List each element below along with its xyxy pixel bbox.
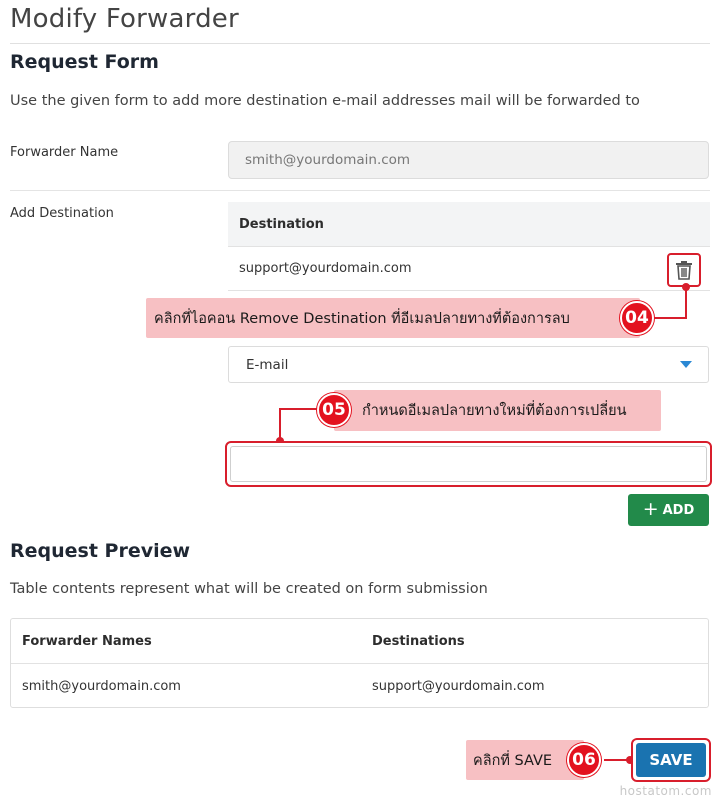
destination-type-value: E-mail	[246, 356, 289, 373]
callout-06-text: คลิกที่ SAVE	[473, 752, 553, 769]
forwarder-name-label: Forwarder Name	[10, 145, 119, 160]
callout-05	[334, 390, 661, 431]
preview-table	[10, 618, 709, 708]
callout-05-text: กำหนดอีเมลปลายทางใหม่ที่ต้องการเปลี่ยน	[362, 403, 627, 419]
request-form-title: Request Form	[10, 51, 159, 73]
request-preview-description: Table contents represent what will be created on form submission	[10, 581, 488, 597]
preview-table-header	[11, 619, 708, 664]
step-05-badge: 05	[317, 393, 351, 427]
add-destination-label: Add Destination	[10, 206, 114, 221]
cell-destination: support@yourdomain.com	[372, 678, 545, 694]
destination-row	[228, 247, 710, 291]
column-header-destinations: Destinations	[372, 633, 465, 649]
remove-destination-button[interactable]	[667, 253, 701, 287]
watermark: hostatom.com	[619, 784, 712, 798]
cell-forwarder-name: smith@yourdomain.com	[22, 678, 181, 694]
step-04-badge: 04	[620, 301, 654, 335]
save-button-highlight	[631, 738, 711, 782]
request-preview-title: Request Preview	[10, 540, 191, 562]
column-header-forwarder-names: Forwarder Names	[22, 633, 152, 649]
step-06-badge: 06	[567, 743, 601, 777]
destination-table-header: Destination	[228, 202, 710, 247]
callout-04-connector-h	[654, 317, 687, 319]
callout-04-dot	[682, 283, 690, 291]
add-button-label: ADD	[662, 502, 695, 518]
callout-04-text: คลิกที่ไอคอน Remove Destination ที่อีเมลปลายทางที่ต้องการลบ	[154, 310, 570, 327]
add-button[interactable]	[628, 494, 709, 526]
forwarder-name-field: smith@yourdomain.com	[228, 141, 709, 179]
plus-icon: +	[642, 497, 659, 520]
trash-icon	[675, 260, 693, 280]
callout-05-connector-h	[279, 408, 319, 410]
destination-email: support@yourdomain.com	[239, 261, 412, 276]
new-destination-email-input[interactable]	[230, 446, 707, 482]
request-form-description: Use the given form to add more destination e-mail addresses mail will be forwarded to	[10, 93, 640, 109]
destination-type-select[interactable]	[228, 346, 709, 383]
page-title: Modify Forwarder	[10, 4, 239, 34]
caret-down-icon	[680, 361, 692, 368]
callout-04	[146, 298, 640, 338]
callout-04-connector	[685, 287, 687, 318]
save-button[interactable]: SAVE	[636, 743, 706, 777]
title-divider	[10, 43, 710, 44]
form-row-divider	[10, 190, 710, 191]
table-row	[11, 664, 708, 708]
new-destination-email-highlight	[225, 441, 712, 487]
